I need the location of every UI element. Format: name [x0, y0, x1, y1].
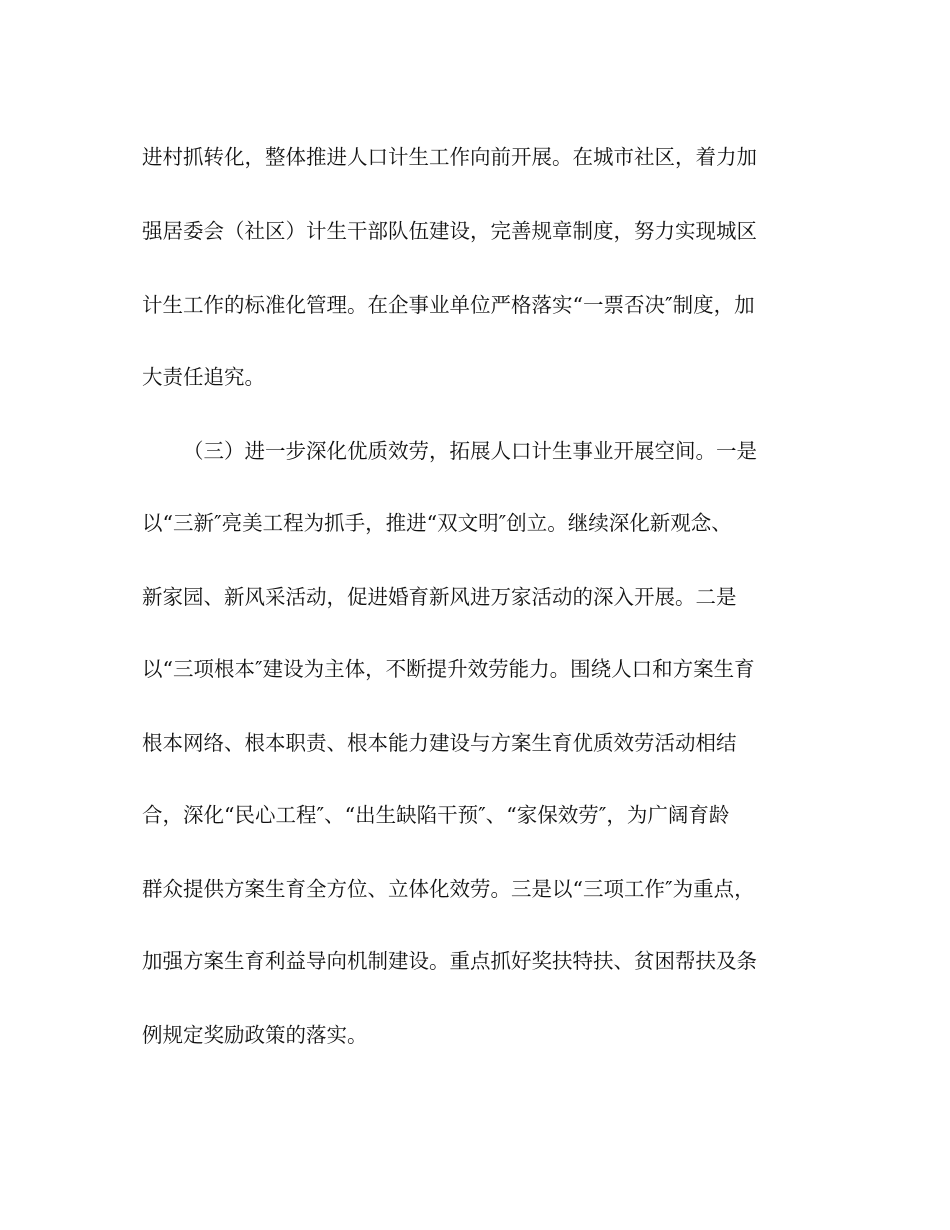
paragraph-line: 强居委会（社区）计生干部队伍建设，完善规章制度，努力实现城区: [142, 219, 757, 243]
paragraph-line: 大责任追究。: [142, 365, 265, 389]
paragraph-line: 群众提供方案生育全方位、立体化效劳。三是以“三项工作″为重点，: [142, 877, 755, 901]
paragraph-line: 合，深化“民心工程″、“出生缺陷干预″、“家保效劳″，为广阔育龄: [142, 803, 730, 827]
paragraph-line: 根本网络、根本职责、根本能力建设与方案生育优质效劳活动相结: [142, 731, 737, 755]
paragraph-line: 计生工作的标准化管理。在企事业单位严格落实“一票否决″制度，加: [142, 293, 755, 317]
paragraph-line: 加强方案生育利益导向机制建设。重点抓好奖扶特扶、贫困帮扶及条: [142, 949, 757, 973]
paragraph-line: 以“三项根本″建设为主体，不断提升效劳能力。围绕人口和方案生育: [142, 657, 755, 681]
paragraph-line: 以“三新″亮美工程为抓手，推进“双文明″创立。继续深化新观念、: [142, 511, 732, 535]
paragraph-line: 例规定奖励政策的落实。: [142, 1023, 368, 1047]
paragraph-line: 进村抓转化，整体推进人口计生工作向前开展。在城市社区，着力加: [142, 145, 757, 169]
section-heading-line: （三）进一步深化优质效劳，拓展人口计生事业开展空间。一是: [183, 439, 757, 463]
paragraph-line: 新家园、新风采活动，促进婚育新风进万家活动的深入开展。二是: [142, 585, 737, 609]
